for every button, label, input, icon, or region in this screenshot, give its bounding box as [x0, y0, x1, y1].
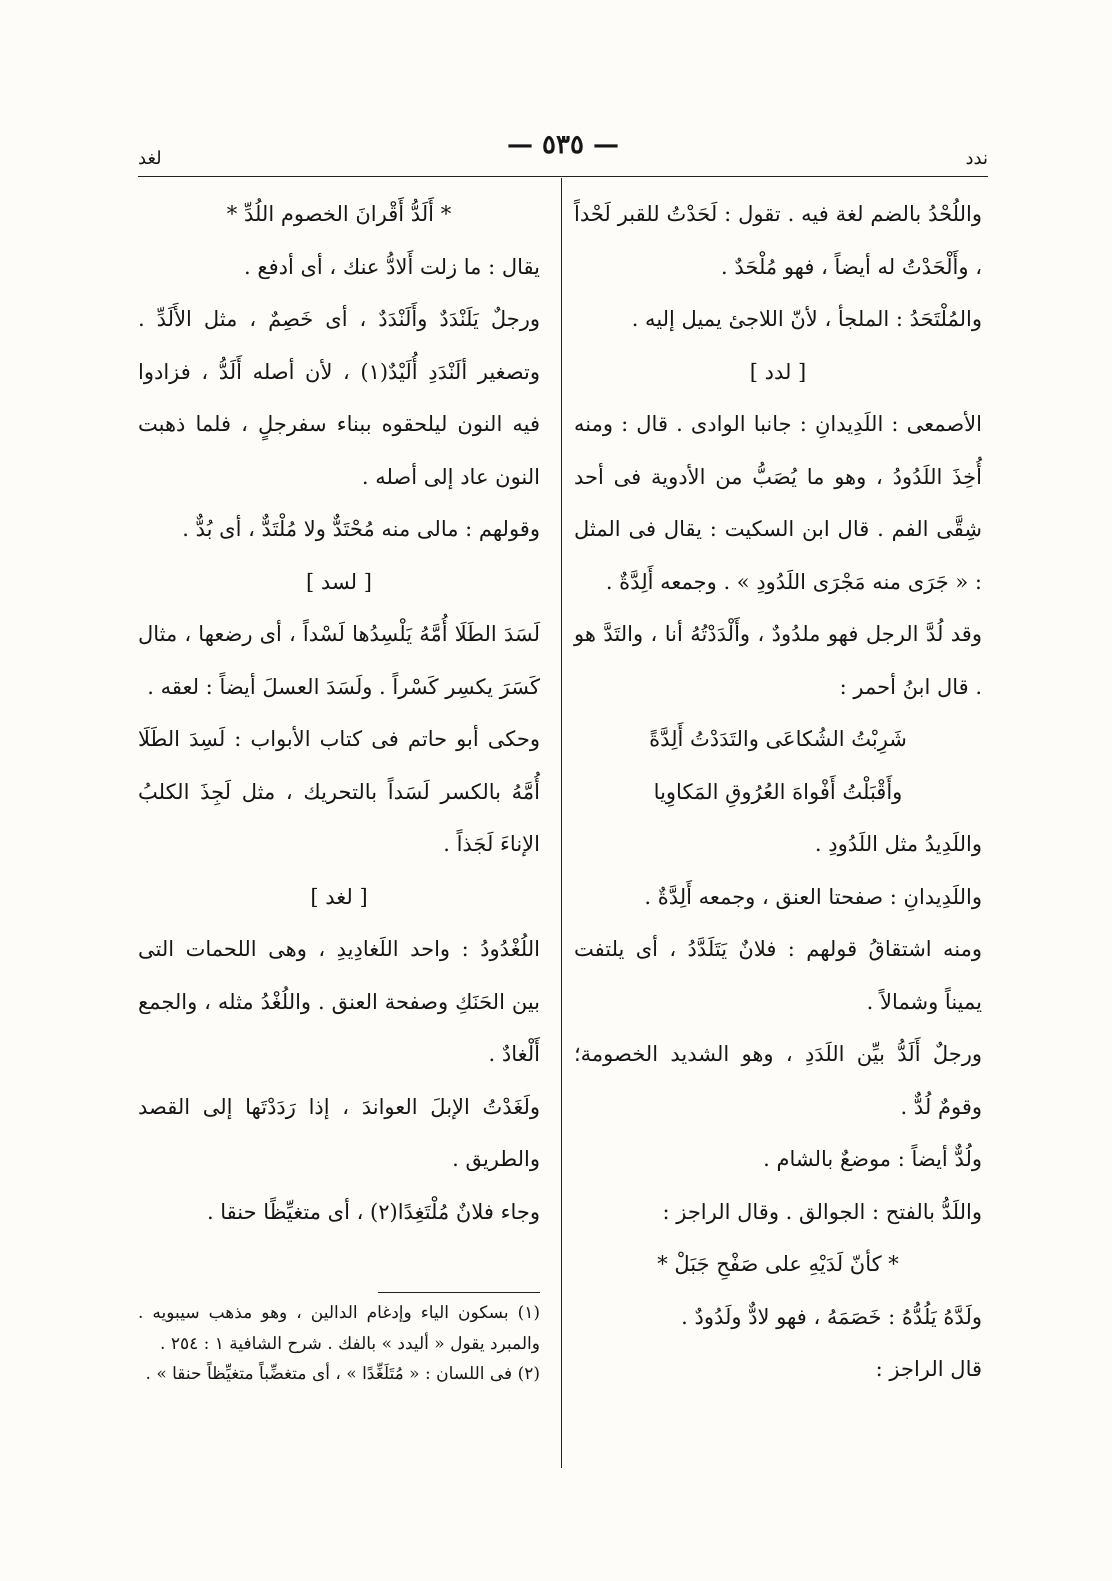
- footnotes: [138, 1298, 540, 1390]
- paragraph: واللَدِيدُ مثل اللَدُودِ .: [814, 832, 982, 856]
- paragraph: ولَدَّهُ يَلُدُّهُ : خَصَمَهُ ، فهو لادٌّ ولَدُودٌ .: [681, 1304, 982, 1329]
- paragraph: ورجلٌ أَلَدُّ بيِّن اللَدَدِ ، وهو الشديد الخصومة؛ وقومٌ لُدٌّ .: [574, 1042, 982, 1119]
- paragraph: واللَدُّ بالفتح : الجوالق . وقال الراجز :: [662, 1199, 982, 1224]
- page-number: — ٥٣٥ —: [506, 130, 620, 160]
- paragraph: ورجلٌ يَلَنْدَدٌ وأَلَنْدَدٌ ، أى خَصِمٌ ، مثل الأَلَدِّ . وتصغير ألَنْدَدِ أُلَيْدٌ(١) ، لأن أصله أَلَدُّ ، فزادوا فيه النون ليلحقوه ببناء سفرجلٍ ، فلما ذهبت النون عاد إلى أصله .: [138, 307, 540, 489]
- paragraph: وجاء فلانٌ مُلْتَغِدًا(٢) ، أى متغيِّظًا حنقا .: [206, 1199, 540, 1224]
- centered-line: وأَقْبَلْتُ أَفْواهَ العُرُوقِ المَكاوِيا: [653, 779, 903, 804]
- centered-line: شَرِبْتُ الشُكاعَى والتَدَدْتُ أَلِدَّةً: [649, 727, 907, 751]
- header-rule: [138, 176, 988, 177]
- paragraph: قال الراجز :: [875, 1357, 982, 1381]
- column-divider: [561, 178, 562, 1468]
- paragraph: ومنه اشتقاقُ قولهم : فلانٌ يَتَلَدَّدُ ، أى يلتفت يميناً وشمالاً .: [574, 937, 982, 1014]
- paragraph: واللُحْدُ بالضم لغة فيه . تقول : لَحَدْتُ للقبر لَحْداً ، وأَلْحَدْتُ له أيضاً ، فهو مُلْحَدٌ .: [574, 202, 982, 279]
- paragraph: وحكى أبو حاتم فى كتاب الأبواب : لَسِدَ الطَلَا أُمَّهُ بالكسر لَسَداً بالتحريك ، مثل لَجِذَ الكلبُ الإناءَ لَجَذاً .: [138, 727, 540, 856]
- left-column: [138, 188, 540, 1238]
- paragraph: وقولهم : مالى منه مُحْتَدٌّ ولا مُلْتَدٌّ ، أى بُدٌّ .: [182, 517, 540, 541]
- right-column: [574, 188, 982, 1396]
- paragraph: والمُلْتَحَدُ : الملجأ ، لأنّ اللاجئ يميل إليه .: [631, 307, 982, 331]
- footnote: (٢) فى اللسان : « مُتَلَغِّدًا » ، أى متغضِّباً متغيِّظاً حنقا » .: [145, 1364, 540, 1384]
- centered-line: [ لغد ]: [310, 884, 368, 909]
- centered-line: * أَلَدُّ أَقْرانَ الخصوم اللُدِّ *: [226, 202, 452, 226]
- page-header: [138, 128, 988, 168]
- running-head-left: لغد: [138, 148, 162, 169]
- paragraph: لَسَدَ الطَلَا أُمَّهُ يَلْسِدُها لَسْداً ، أى رضعها ، مثال كَسَرَ يكسِر كَسْراً . ولَسَدَ العسلَ أيضاً : لعقه .: [138, 622, 540, 699]
- paragraph: واللَدِيدانِ : صفحتا العنق ، وجمعه أَلِدَّةٌ .: [644, 884, 982, 909]
- paragraph: اللُغْدُودُ : واحد اللَغادِيدِ ، وهى اللحمات التى بين الحَنَكِ وصفحة العنق . واللُغْدُ مثله ، والجمع أَلْغادٌ .: [138, 937, 540, 1066]
- footnote-rule: [378, 1292, 540, 1293]
- running-head-right: ندد: [965, 148, 988, 169]
- paragraph: وقد لُدَّ الرجل فهو ملدُودٌ ، وأَلْدَدْتُهُ أنا ، والتَدَّ هو . قال ابنُ أحمر :: [574, 622, 982, 699]
- paragraph: ولَغَدْتُ الإبلَ العواندَ ، إذا رَدَدْتَها إلى القصد والطريق .: [138, 1094, 540, 1171]
- paragraph: يقال : ما زلت أَلادُّ عنك ، أى أدفع .: [244, 254, 540, 279]
- centered-line: [ لدد ]: [749, 359, 807, 384]
- footnote: (١) بسكون الياء وإدغام الدالين ، وهو مذهب سيبويه . والمبرد يقول « أليدد » بالفك . شرح الشافية ١ : ٢٥٤ .: [138, 1303, 540, 1354]
- centered-line: [ لسد ]: [306, 569, 372, 594]
- centered-line: * كأنّ لَدَيْهِ على صَفْحِ جَبَلْ *: [657, 1252, 899, 1276]
- paragraph: ولُدٌّ أيضاً : موضعٌ بالشام .: [763, 1147, 982, 1171]
- paragraph: الأصمعى : اللَدِيدانِ : جانبا الوادى . قال : ومنه أُخِذَ اللَدُودُ ، وهو ما يُصَبُّ من الأدوية فى أحد شِقَّى الفم . قال ابن السكيت : يقال فى المثل : « جَرَى منه مَجْرَى اللَدُودِ » . وجمعه أَلِدَّةٌ .: [574, 412, 982, 594]
